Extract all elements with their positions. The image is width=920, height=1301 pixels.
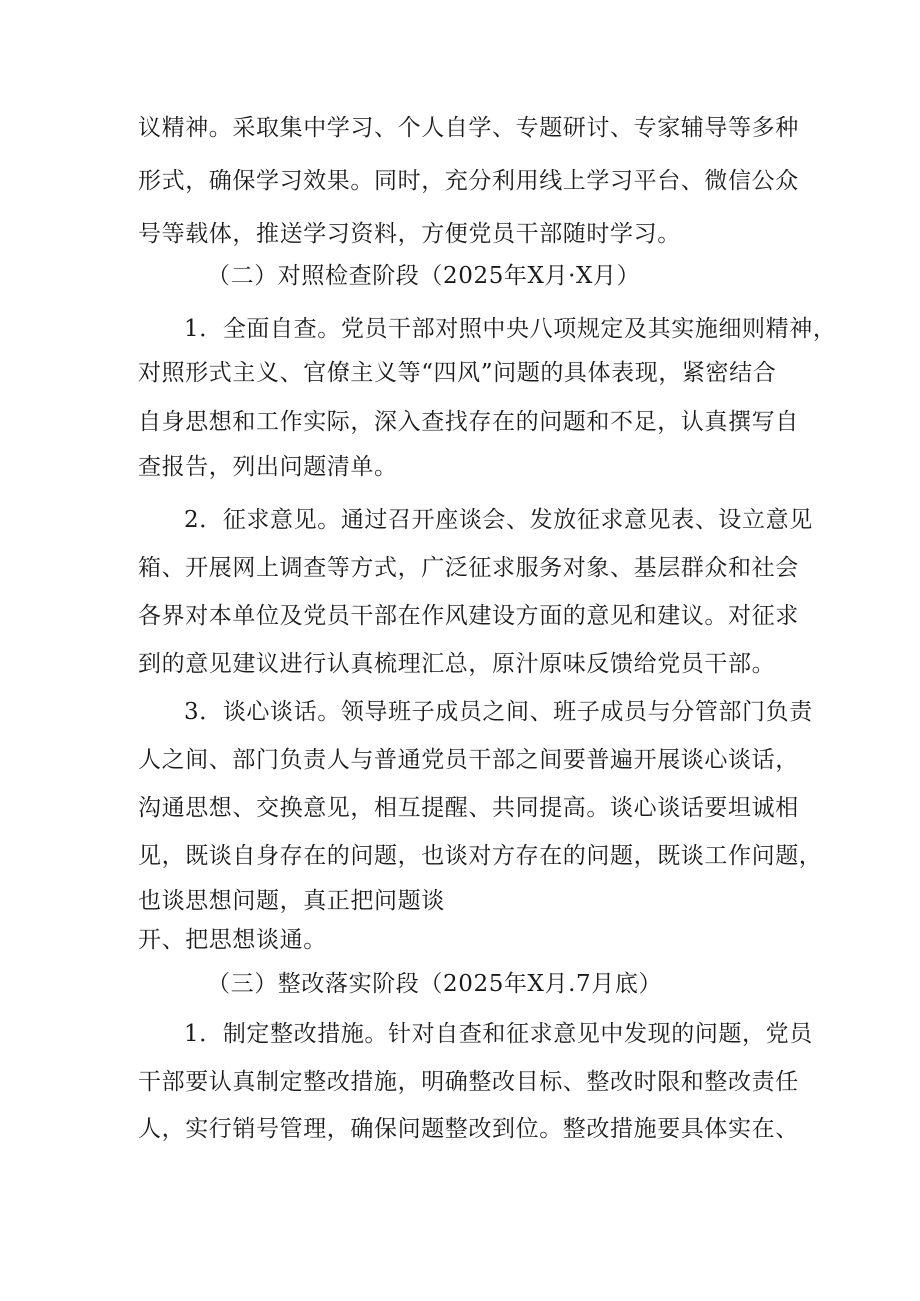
paragraph-line: 干部要认真制定整改措施，明确整改目标、整改时限和整改责任 xyxy=(138,1069,799,1095)
paragraph-line: 1．制定整改措施。针对自查和征求意见中发现的问题，党员 xyxy=(184,1021,813,1047)
paragraph-line: 查报告，列出问题清单。 xyxy=(138,454,398,480)
paragraph-line: 号等载体，推送学习资料，方便党员干部随时学习。 xyxy=(138,221,681,247)
paragraph-line: 3．谈心谈话。领导班子成员之间、班子成员与分管部门负责 xyxy=(184,699,813,725)
paragraph-line: 箱、开展网上调查等方式，广泛征求服务对象、基层群众和社会 xyxy=(138,555,799,581)
paragraph-line: 也谈思想问题，真正把问题谈 xyxy=(138,888,445,914)
paragraph-line: 议精神。采取集中学习、个人自学、专题研讨、专家辅导等多种 xyxy=(138,115,799,141)
paragraph-line: 各界对本单位及党员干部在作风建设方面的意见和建议。对征求 xyxy=(138,603,799,629)
paragraph-line: 2．征求意见。通过召开座谈会、发放征求意见表、设立意见 xyxy=(184,507,813,533)
paragraph-line: 自身思想和工作实际，深入查找存在的问题和不足，认真撰写自 xyxy=(138,409,799,435)
paragraph-line: 1．全面自查。党员干部对照中央八项规定及其实施细则精神， xyxy=(184,316,837,342)
paragraph-line: 形式，确保学习效果。同时，充分利用线上学习平台、微信公众 xyxy=(138,168,799,194)
paragraph-line: 到的意见建议进行认真梳理汇总，原汁原味反馈给党员干部。 xyxy=(138,651,776,677)
paragraph-line: 人，实行销号管理，确保问题整改到位。整改措施要具体实在、 xyxy=(138,1116,799,1142)
paragraph-line: 对照形式主义、官僚主义等“四风”问题的具体表现，紧密结合 xyxy=(138,360,777,386)
paragraph-line: 见，既谈自身存在的问题，也谈对方存在的问题，既谈工作问题， xyxy=(138,843,823,869)
paragraph-line: 开、把思想谈通。 xyxy=(138,927,327,953)
paragraph-line: 人之间、部门负责人与普通党员干部之间要普遍开展谈心谈话， xyxy=(138,747,799,773)
paragraph-line: 沟通思想、交换意见，相互提醒、共同提高。谈心谈话要坦诚相 xyxy=(138,795,799,821)
section-heading: （三）整改落实阶段（2025年X月.7月底） xyxy=(207,971,663,997)
section-heading: （二）对照检查阶段（2025年X月·X月） xyxy=(207,263,641,289)
